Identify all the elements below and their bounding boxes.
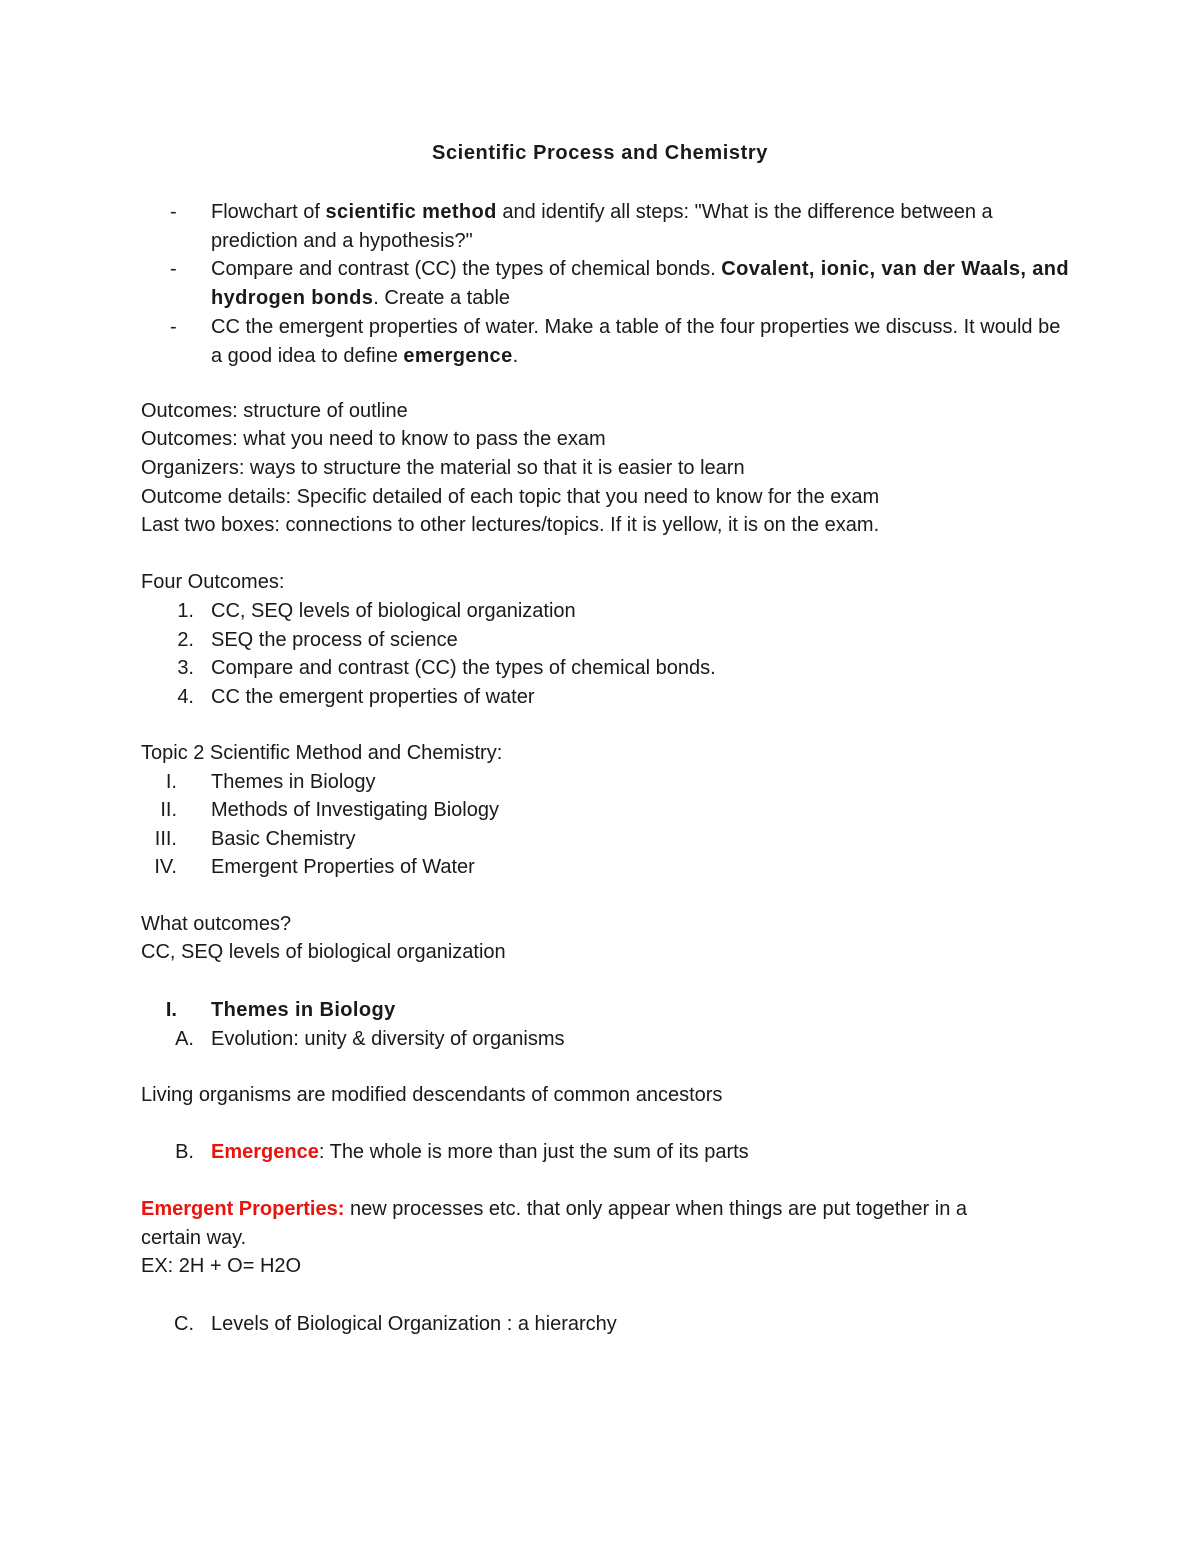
bullet-bold-term: Covalent, ionic, van der Waals, and hydrogen bonds bbox=[211, 258, 1070, 309]
subtopic-levels: Levels of Biological Organization : a hierarchy bbox=[211, 1313, 617, 1335]
emergent-properties-continuation: certain way. bbox=[141, 1227, 247, 1249]
section-heading: Themes in Biology bbox=[211, 999, 396, 1021]
outcome-item: CC, SEQ levels of biological organization bbox=[211, 600, 576, 622]
example-line: EX: 2H + O= H2O bbox=[141, 1255, 302, 1277]
list-marker: B. bbox=[175, 1141, 194, 1163]
bullet-marker: - bbox=[170, 316, 177, 338]
list-marker: 2. bbox=[177, 629, 194, 651]
subtopic-emergence bbox=[211, 1138, 1071, 1167]
bullet-text: . bbox=[512, 344, 519, 367]
what-outcomes-question: What outcomes? bbox=[141, 913, 292, 935]
living-organisms-note: Living organisms are modified descendants of common ancestors bbox=[141, 1084, 723, 1106]
list-marker: I. bbox=[165, 771, 177, 793]
section-marker: I. bbox=[165, 999, 177, 1021]
bullet-text: Flowchart of bbox=[211, 201, 326, 223]
document-title: Scientific Process and Chemistry bbox=[432, 142, 768, 164]
outline-note: Last two boxes: connections to other lectures/topics. If it is yellow, it is on the exam. bbox=[141, 514, 880, 536]
topic-item: Emergent Properties of Water bbox=[211, 856, 475, 878]
topic-item: Basic Chemistry bbox=[211, 828, 356, 850]
bullet-text: . Create a table bbox=[373, 286, 511, 309]
outline-note: Outcomes: structure of outline bbox=[141, 400, 408, 422]
bullet-scientific-method bbox=[211, 198, 1071, 255]
bullet-emergent-properties bbox=[211, 313, 1071, 370]
topic-item: Methods of Investigating Biology bbox=[211, 799, 499, 821]
bullet-text: and identify all steps: "What is the difference between a prediction and a hypothesis?" bbox=[211, 201, 993, 252]
list-marker: II. bbox=[160, 799, 177, 821]
bullet-text: CC the emergent properties of water. Make a table of the four properties we discuss. It would be a good idea to define bbox=[211, 316, 1061, 367]
list-marker: III. bbox=[154, 828, 177, 850]
four-outcomes-heading: Four Outcomes: bbox=[141, 571, 285, 593]
list-marker: 1. bbox=[177, 600, 194, 622]
bullet-bold-term: scientific method bbox=[325, 201, 497, 223]
topic-item: Themes in Biology bbox=[211, 771, 376, 793]
emergence-definition: : The whole is more than just the sum of its parts bbox=[318, 1141, 749, 1163]
outcome-item: Compare and contrast (CC) the types of chemical bonds. bbox=[211, 657, 716, 679]
list-marker: C. bbox=[174, 1313, 194, 1335]
list-marker: 3. bbox=[177, 657, 194, 679]
outline-note: Organizers: ways to structure the material so that it is easier to learn bbox=[141, 457, 745, 479]
bullet-marker: - bbox=[170, 201, 177, 223]
emergent-properties-term: Emergent Properties: bbox=[141, 1198, 345, 1220]
list-marker: IV. bbox=[154, 856, 177, 878]
list-marker: A. bbox=[175, 1028, 194, 1050]
bullet-bold-term: emergence bbox=[403, 344, 513, 367]
outcome-item: CC the emergent properties of water bbox=[211, 686, 535, 708]
list-marker: 4. bbox=[177, 686, 194, 708]
outline-note: Outcome details: Specific detailed of each topic that you need to know for the exam bbox=[141, 486, 880, 508]
emergent-properties-line bbox=[141, 1197, 967, 1221]
bullet-chemical-bonds bbox=[211, 255, 1071, 312]
bullet-text: Compare and contrast (CC) the types of chemical bonds. bbox=[211, 258, 722, 280]
outcome-item: SEQ the process of science bbox=[211, 629, 458, 651]
subtopic-evolution: Evolution: unity & diversity of organisms bbox=[211, 1028, 565, 1050]
emergence-term: Emergence bbox=[211, 1141, 319, 1163]
what-outcomes-answer: CC, SEQ levels of biological organization bbox=[141, 941, 506, 963]
bullet-marker: - bbox=[170, 258, 177, 280]
topic-heading: Topic 2 Scientific Method and Chemistry: bbox=[141, 742, 503, 764]
emergent-properties-definition: new processes etc. that only appear when things are put together in a bbox=[344, 1198, 967, 1220]
outline-note: Outcomes: what you need to know to pass the exam bbox=[141, 428, 606, 450]
